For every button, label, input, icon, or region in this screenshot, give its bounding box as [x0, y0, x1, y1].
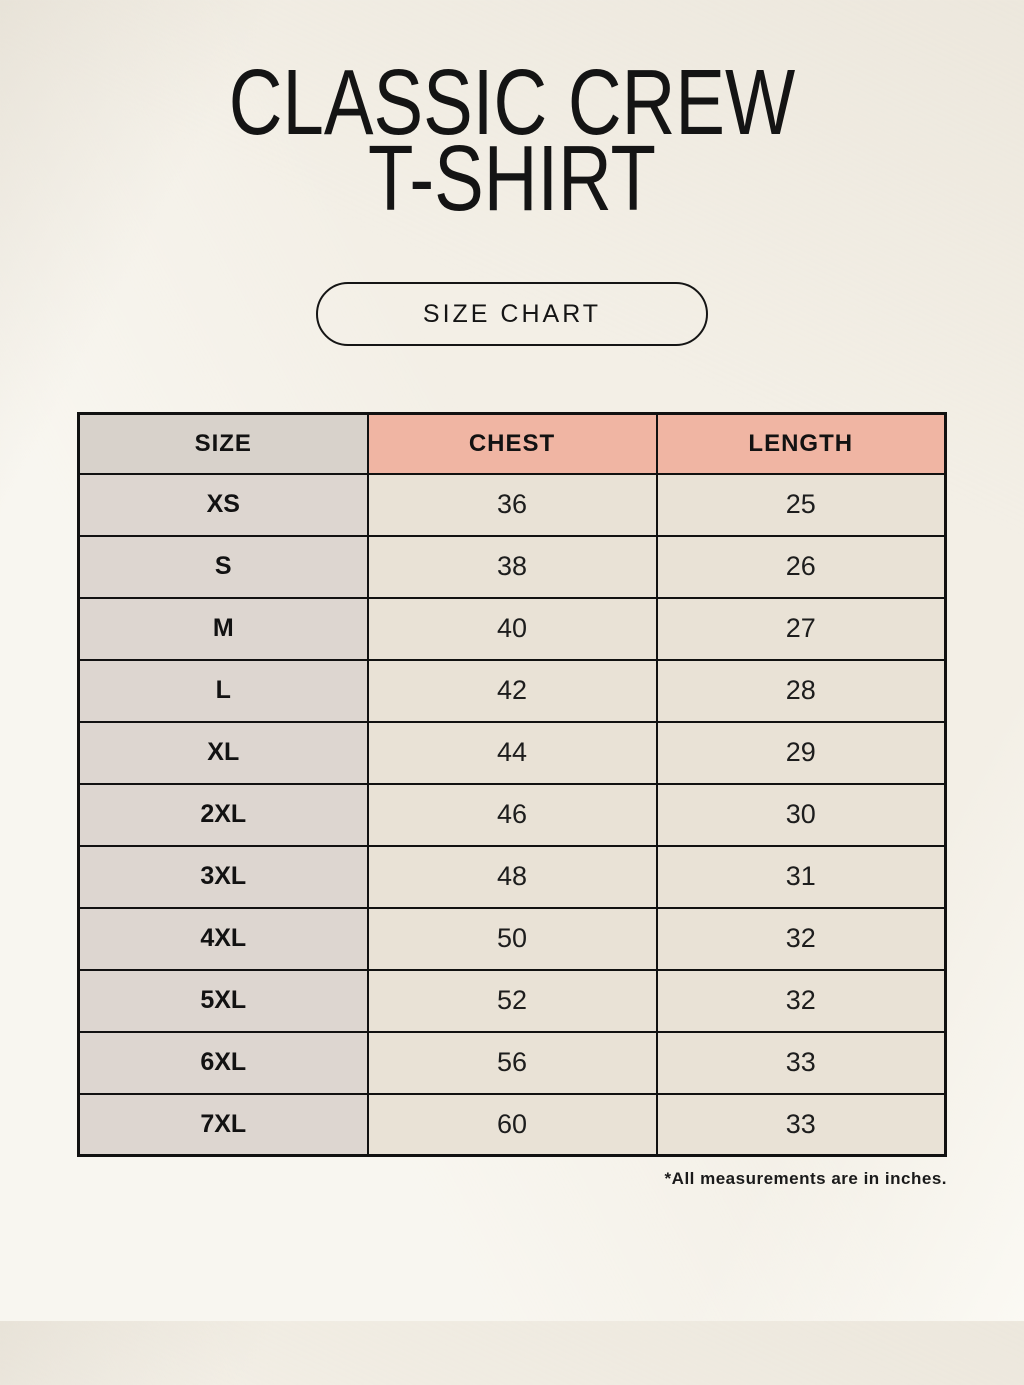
- size-label: 7XL: [79, 1094, 368, 1156]
- table-row: [79, 1032, 946, 1094]
- table-row: [79, 536, 946, 598]
- measurements-footnote: *All measurements are in inches.: [664, 1169, 947, 1188]
- table-row: [79, 474, 946, 536]
- chest-value: 44: [368, 722, 657, 784]
- size-label: 4XL: [79, 908, 368, 970]
- size-label: 6XL: [79, 1032, 368, 1094]
- size-label: XL: [79, 722, 368, 784]
- page-title-line2: T-SHIRT: [368, 126, 656, 230]
- chest-value: 42: [368, 660, 657, 722]
- table-row: [79, 660, 946, 722]
- size-label: 3XL: [79, 846, 368, 908]
- table-row: [79, 784, 946, 846]
- length-value: 31: [657, 846, 946, 908]
- size-label: M: [79, 598, 368, 660]
- size-label: XS: [79, 474, 368, 536]
- length-value: 28: [657, 660, 946, 722]
- length-value: 26: [657, 536, 946, 598]
- table-header-row: [79, 414, 946, 474]
- chest-value: 38: [368, 536, 657, 598]
- chest-value: 36: [368, 474, 657, 536]
- chest-value: 50: [368, 908, 657, 970]
- table-row: [79, 970, 946, 1032]
- size-chart-table: [77, 412, 947, 1157]
- chest-value: 48: [368, 846, 657, 908]
- size-label: L: [79, 660, 368, 722]
- column-header-length: LENGTH: [657, 414, 946, 474]
- size-label: 2XL: [79, 784, 368, 846]
- length-value: 32: [657, 908, 946, 970]
- size-chart-button[interactable]: SIZE CHART: [316, 282, 708, 346]
- table-row: [79, 846, 946, 908]
- table-row: [79, 1094, 946, 1156]
- column-header-chest: CHEST: [368, 414, 657, 474]
- length-value: 29: [657, 722, 946, 784]
- size-label: S: [79, 536, 368, 598]
- chest-value: 46: [368, 784, 657, 846]
- length-value: 33: [657, 1094, 946, 1156]
- page-title-line1: CLASSIC CREW: [228, 50, 796, 154]
- size-label: 5XL: [79, 970, 368, 1032]
- chest-value: 56: [368, 1032, 657, 1094]
- length-value: 32: [657, 970, 946, 1032]
- table-row: [79, 598, 946, 660]
- chest-value: 52: [368, 970, 657, 1032]
- length-value: 33: [657, 1032, 946, 1094]
- length-value: 27: [657, 598, 946, 660]
- page-title: [102, 50, 921, 230]
- length-value: 25: [657, 474, 946, 536]
- column-header-size: SIZE: [79, 414, 368, 474]
- table-row: [79, 908, 946, 970]
- chest-value: 40: [368, 598, 657, 660]
- chest-value: 60: [368, 1094, 657, 1156]
- table-row: [79, 722, 946, 784]
- length-value: 30: [657, 784, 946, 846]
